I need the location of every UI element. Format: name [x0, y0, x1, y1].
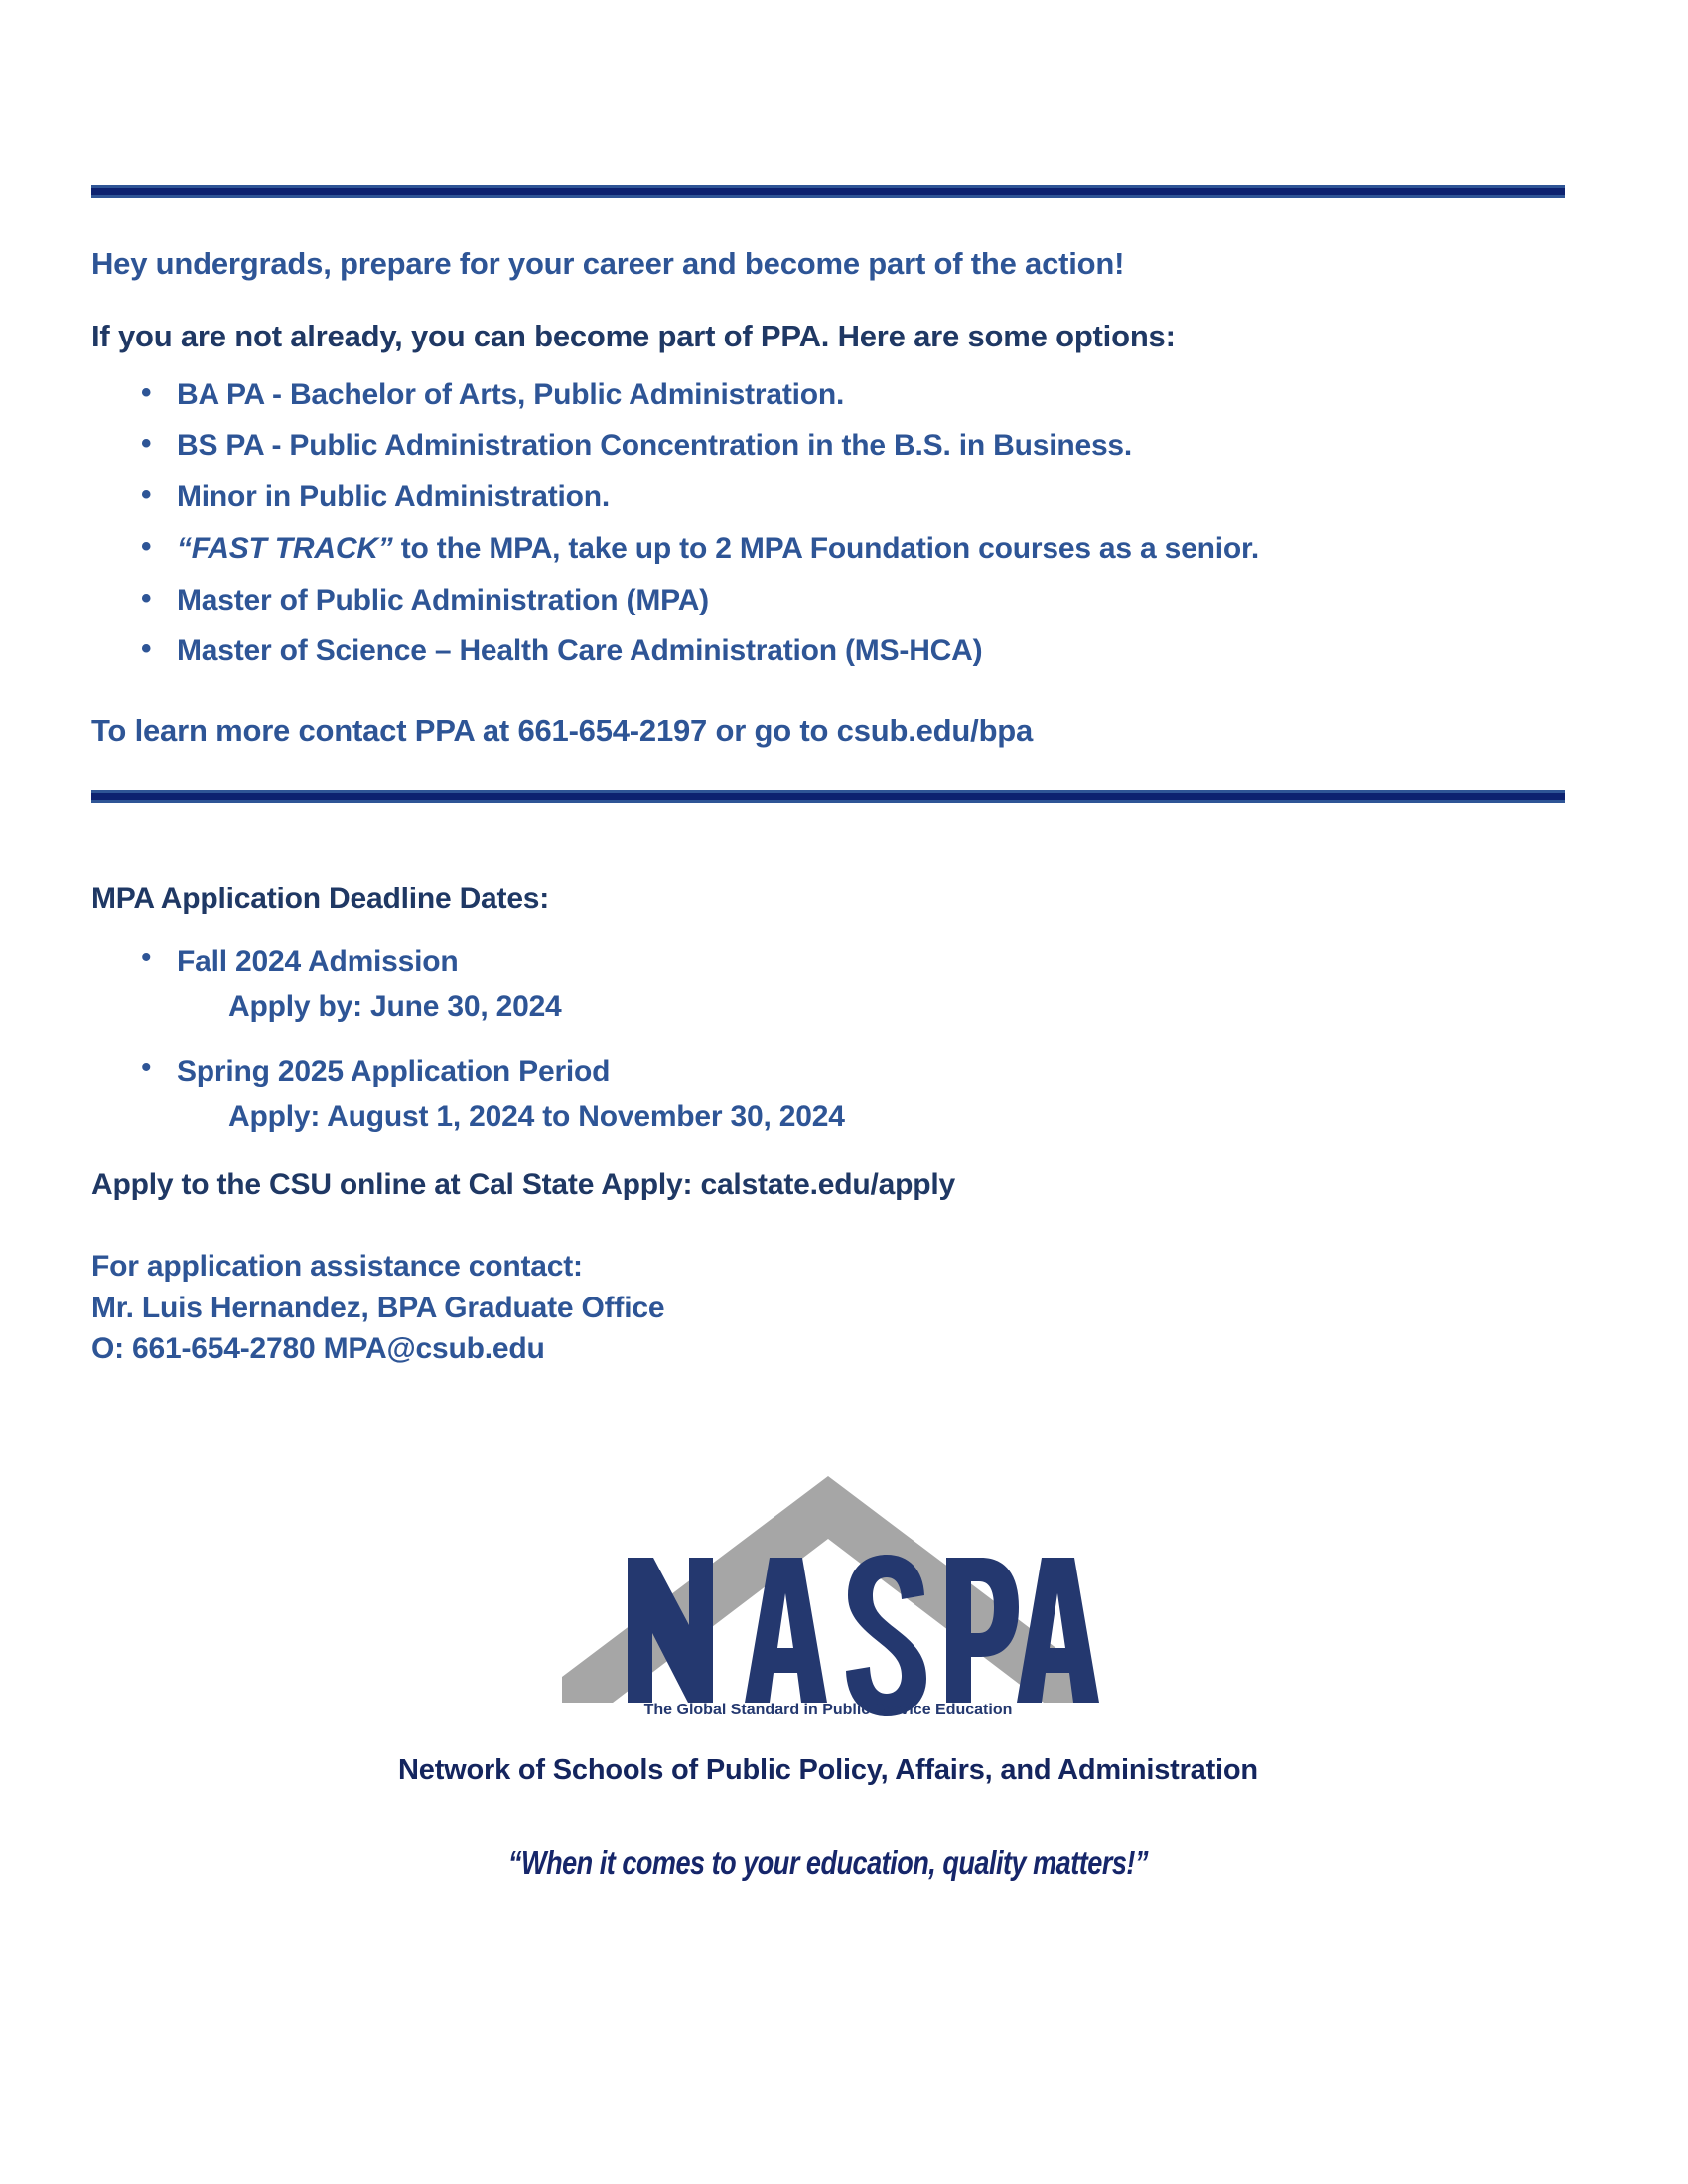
divider-top: [91, 185, 1565, 198]
flyer-content: [91, 0, 1565, 1882]
deadlines-heading: MPA Application Deadline Dates:: [91, 883, 550, 916]
naspaa-logo: [550, 1466, 1106, 1716]
list-item: [91, 378, 1565, 413]
list-item: [91, 584, 1565, 618]
deadlines-list: [91, 944, 1565, 1135]
deadline-title: • Fall 2024 Admission: [177, 945, 459, 979]
list-item: [91, 944, 1565, 1024]
divider-middle: [91, 790, 1565, 803]
option-label: Master of Science – Health Care Administration (MS-HCA): [177, 634, 983, 668]
headline: Hey undergrads, prepare for your career and become part of the action!: [91, 246, 1125, 281]
tagline-quote: “When it comes to your education, quality matters!”: [507, 1844, 1148, 1882]
subhead: If you are not already, you can become part of PPA. Here are some options:: [91, 318, 1176, 353]
list-item: [91, 429, 1565, 464]
deadline-title: • Spring 2025 Application Period: [177, 1055, 611, 1089]
option-label: Minor in Public Administration.: [177, 480, 611, 514]
assistance-name: Mr. Luis Hernandez, BPA Graduate Office: [91, 1291, 665, 1324]
option-label: to the MPA, take up to 2 MPA Foundation courses as a senior.: [392, 531, 1259, 565]
list-item: [91, 634, 1565, 669]
deadline-detail: Apply: August 1, 2024 to November 30, 2024: [228, 1100, 845, 1134]
assistance-block: [91, 1246, 1565, 1369]
naspaa-tagline: The Global Standard in Public Service Education: [643, 1702, 1013, 1717]
deadline-detail: Apply by: June 30, 2024: [228, 990, 562, 1024]
option-label: BA PA - Bachelor of Arts, Public Administration.: [177, 377, 845, 411]
option-label: BS PA - Public Administration Concentration in the B.S. in Business.: [177, 429, 1133, 463]
program-options-list: [91, 378, 1565, 670]
naspaa-logo-wrap: [91, 1466, 1565, 1716]
naspaa-logo-icon: [550, 1466, 1106, 1716]
apply-online-line: Apply to the CSU online at Cal State Apply: calstate.edu/apply: [91, 1168, 955, 1202]
option-label: Master of Public Administration (MPA): [177, 583, 709, 616]
list-item: [91, 1054, 1565, 1135]
list-item: [91, 532, 1565, 567]
list-item: [91, 480, 1565, 515]
assistance-intro: For application assistance contact:: [91, 1250, 583, 1284]
assistance-contact: O: 661-654-2780 MPA@csub.edu: [91, 1332, 545, 1366]
learn-more-line: To learn more contact PPA at 661-654-2197 or go to csub.edu/bpa: [91, 713, 1034, 749]
organization-line: Network of Schools of Public Policy, Affairs, and Administration: [398, 1754, 1258, 1787]
option-emphasis: “FAST TRACK”: [177, 531, 393, 565]
